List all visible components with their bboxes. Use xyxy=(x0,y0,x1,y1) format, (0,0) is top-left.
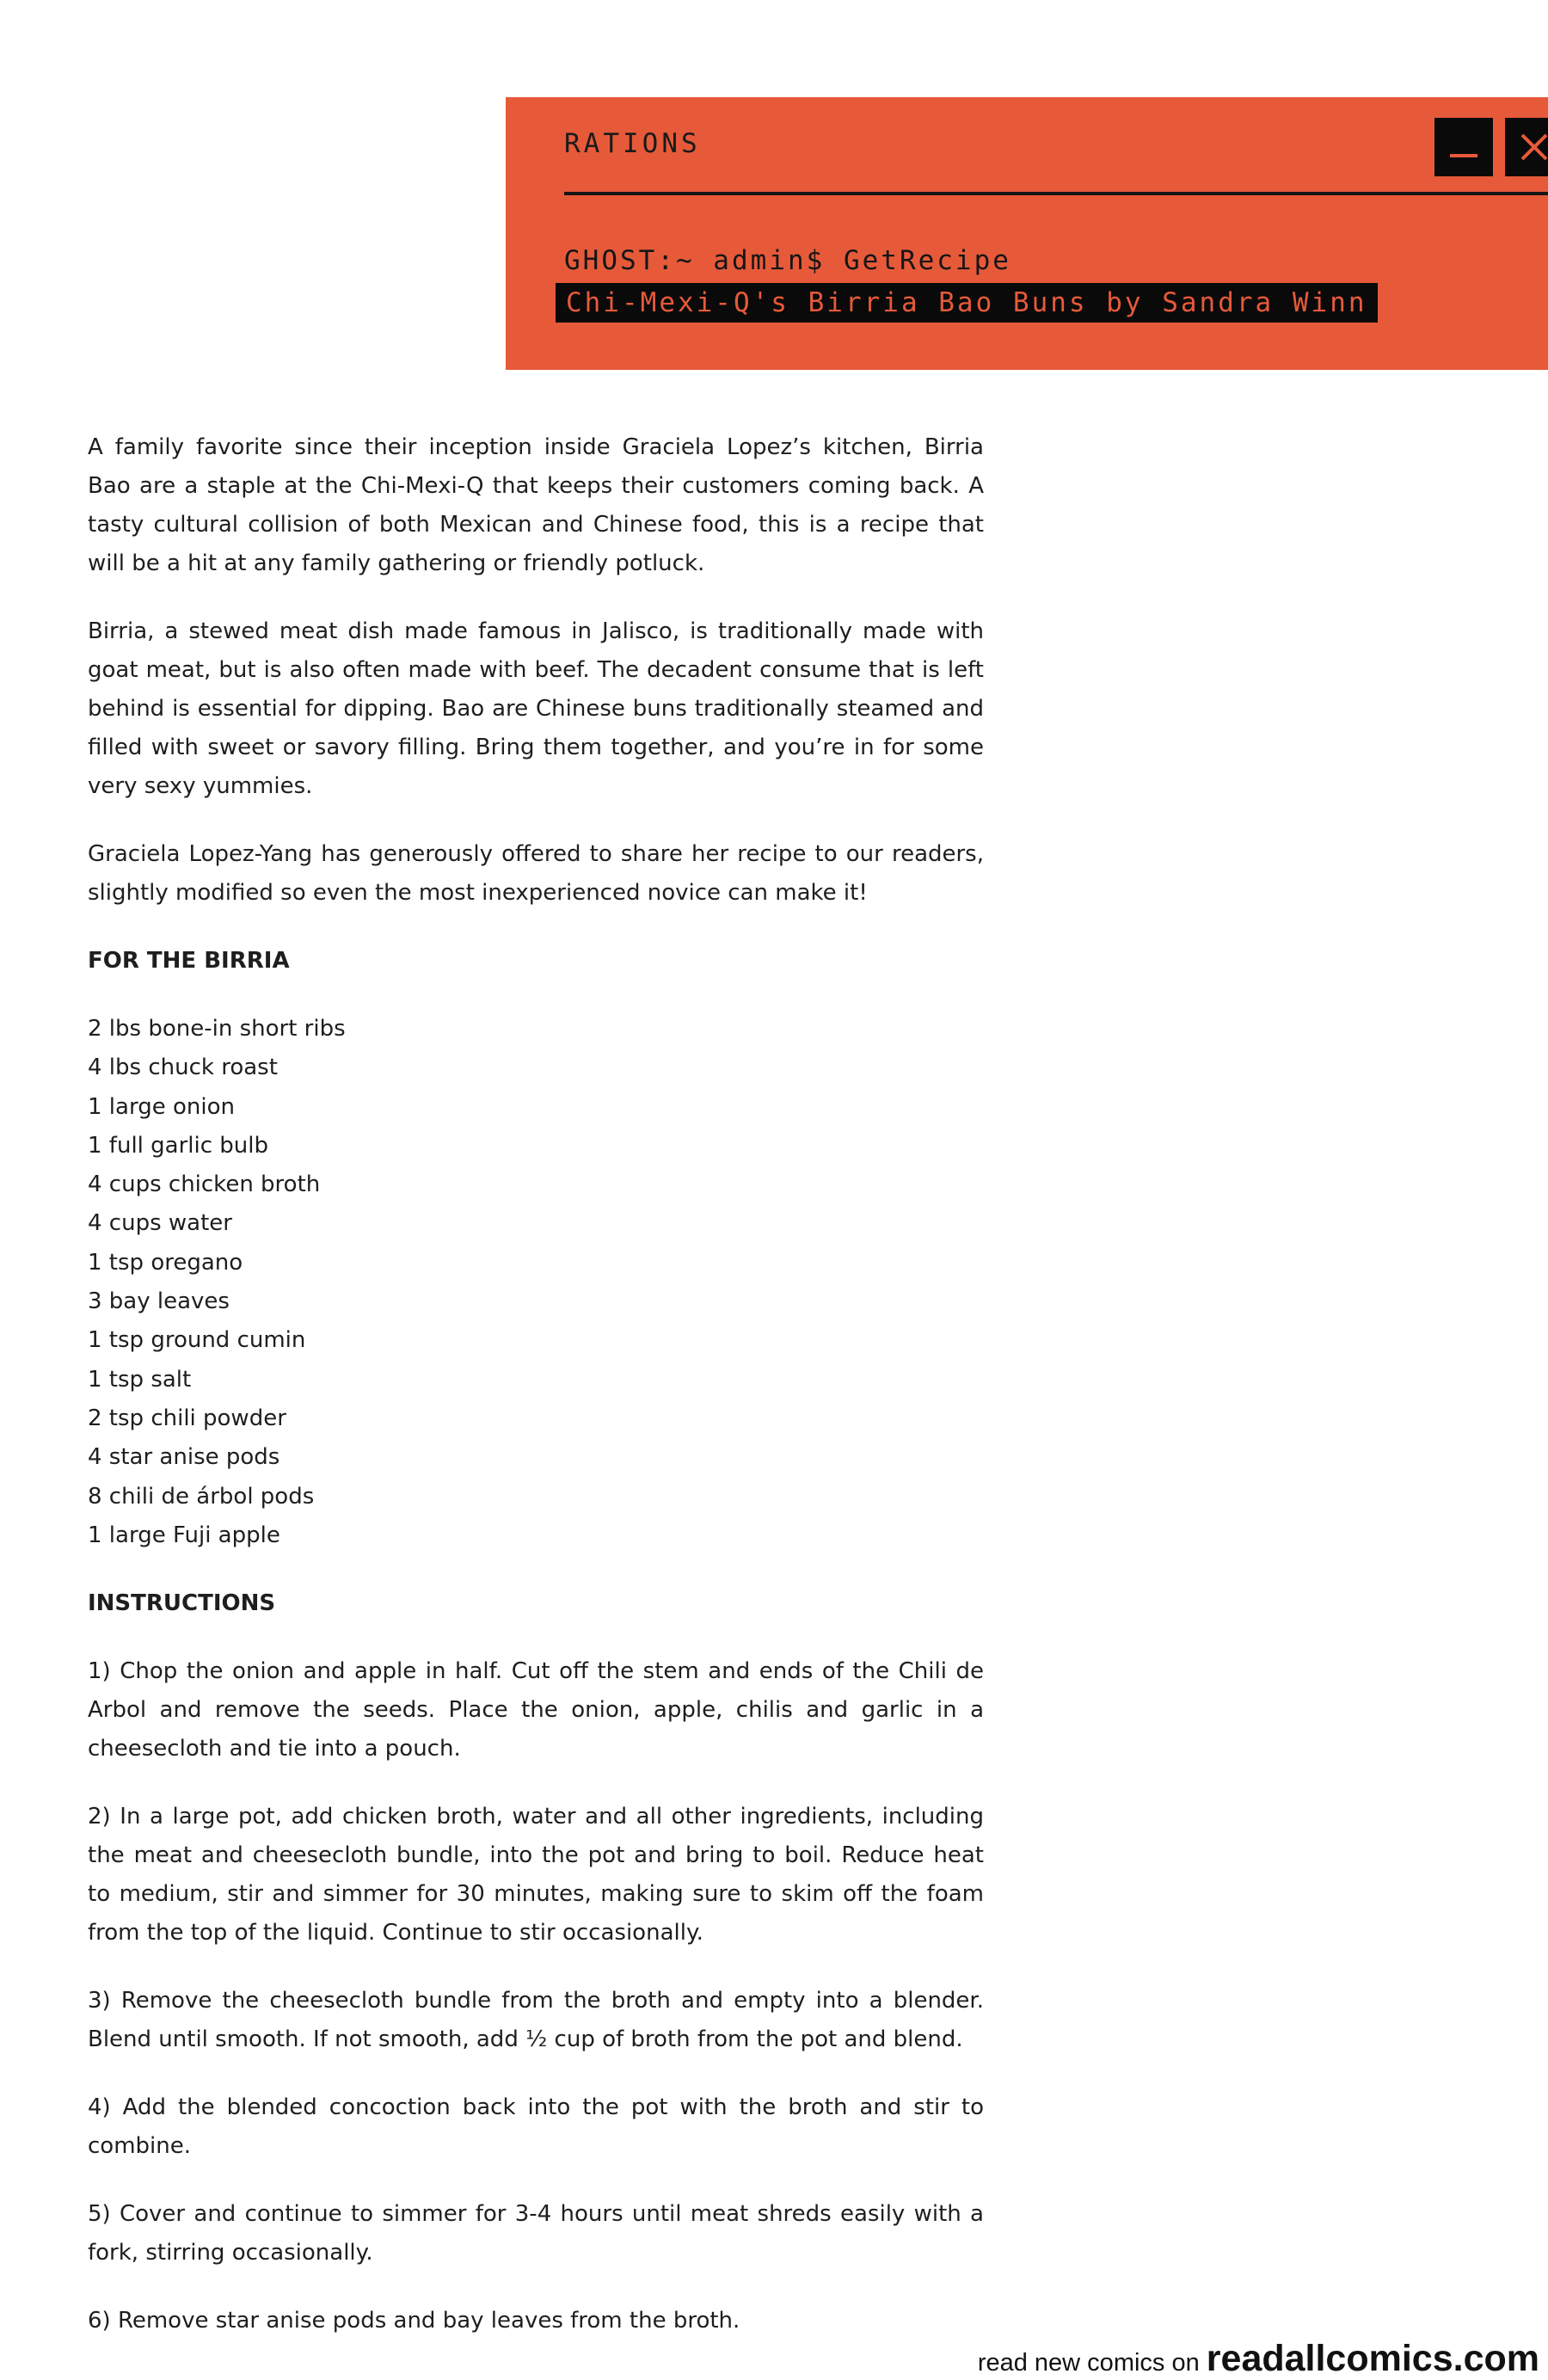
ingredient-item: 1 large Fuji apple xyxy=(88,1522,280,1548)
ingredient-item: 1 tsp oregano xyxy=(88,1249,243,1276)
ingredient-item: 1 tsp salt xyxy=(88,1366,192,1393)
footer-watermark xyxy=(978,2338,1539,2380)
instructions-heading: INSTRUCTIONS xyxy=(88,1590,276,1617)
minimize-icon xyxy=(1447,130,1481,164)
instruction-step: 4) Add the blended concoction back into the pot with the broth and stir to combine. xyxy=(88,2094,984,2160)
intro-paragraph: Graciela Lopez-Yang has generously offered to share her recipe to our readers, slightly modified so even the most inexperienced novice can make it! xyxy=(88,841,984,906)
intro-paragraph: A family favorite since their inception inside Graciela Lopez’s kitchen, Birria Bao are a staple at the Chi-Mexi-Q that keeps their customers coming back. A tasty cultural collision of both Mexican and Chinese food, this is a recipe that will be a hit at any family gathering or friendly potluck. xyxy=(88,434,984,576)
ingredient-item: 8 chili de árbol pods xyxy=(88,1483,315,1510)
command-output: Chi-Mexi-Q's Birria Bao Buns by Sandra Winn xyxy=(556,283,1378,323)
instruction-step: 2) In a large pot, add chicken broth, water and all other ingredients, including the meat and cheesecloth bundle, into the pot and bring to boil. Reduce heat to medium, stir and simmer for 30 minutes, making sure to skim off the foam from the top of the liquid. Continue to stir occasionally. xyxy=(88,1804,984,1946)
close-button[interactable] xyxy=(1505,118,1548,176)
title-divider xyxy=(564,192,1548,195)
footer-brand-link[interactable]: readallcomics.com xyxy=(1206,2338,1539,2379)
minimize-button[interactable] xyxy=(1434,118,1493,176)
ingredient-item: 4 star anise pods xyxy=(88,1444,280,1471)
instruction-step: 1) Chop the onion and apple in half. Cut off the stem and ends of the Chili de Arbol and remove the seeds. Place the onion, apple, chilis and garlic in a cheesecloth and tie into a pouch. xyxy=(88,1658,984,1762)
intro-paragraph: Birria, a stewed meat dish made famous in Jalisco, is traditionally made with goat meat, but is also often made with beef. The decadent consume that is left behind is essential for dipping. Bao are Chinese buns traditionally steamed and filled with sweet or savory filling. Bring them together, and you’re in for some very sexy yummies. xyxy=(88,618,984,799)
ingredient-item: 4 cups water xyxy=(88,1210,232,1237)
ingredient-item: 4 cups chicken broth xyxy=(88,1172,321,1198)
ingredient-item: 1 large onion xyxy=(88,1093,235,1120)
command-prompt: GHOST:~ admin$ GetRecipe xyxy=(564,245,1011,276)
terminal-title: RATIONS xyxy=(564,128,701,159)
close-icon xyxy=(1517,130,1548,164)
instruction-step: 3) Remove the cheesecloth bundle from the broth and empty into a blender. Blend until smooth. If not smooth, add ½ cup of broth from the pot and blend. xyxy=(88,1988,984,2053)
ingredient-item: 1 full garlic bulb xyxy=(88,1132,268,1159)
terminal-window xyxy=(506,97,1548,370)
instruction-step: 5) Cover and continue to simmer for 3-4 hours until meat shreds easily with a fork, stirring occasionally. xyxy=(88,2201,984,2266)
ingredient-item: 2 tsp chili powder xyxy=(88,1405,286,1431)
ingredients-list xyxy=(88,1010,984,1555)
ingredient-item: 1 tsp ground cumin xyxy=(88,1327,306,1354)
ingredient-item: 2 lbs bone-in short ribs xyxy=(88,1016,346,1042)
recipe-article xyxy=(88,428,984,2370)
instruction-step: 6) Remove star anise pods and bay leaves from the broth. xyxy=(88,2308,740,2334)
ingredients-heading: FOR THE BIRRIA xyxy=(88,948,290,974)
footer-prefix: read new comics on xyxy=(977,2349,1207,2377)
ingredient-item: 4 lbs chuck roast xyxy=(88,1055,278,1081)
ingredient-item: 3 bay leaves xyxy=(88,1288,230,1315)
